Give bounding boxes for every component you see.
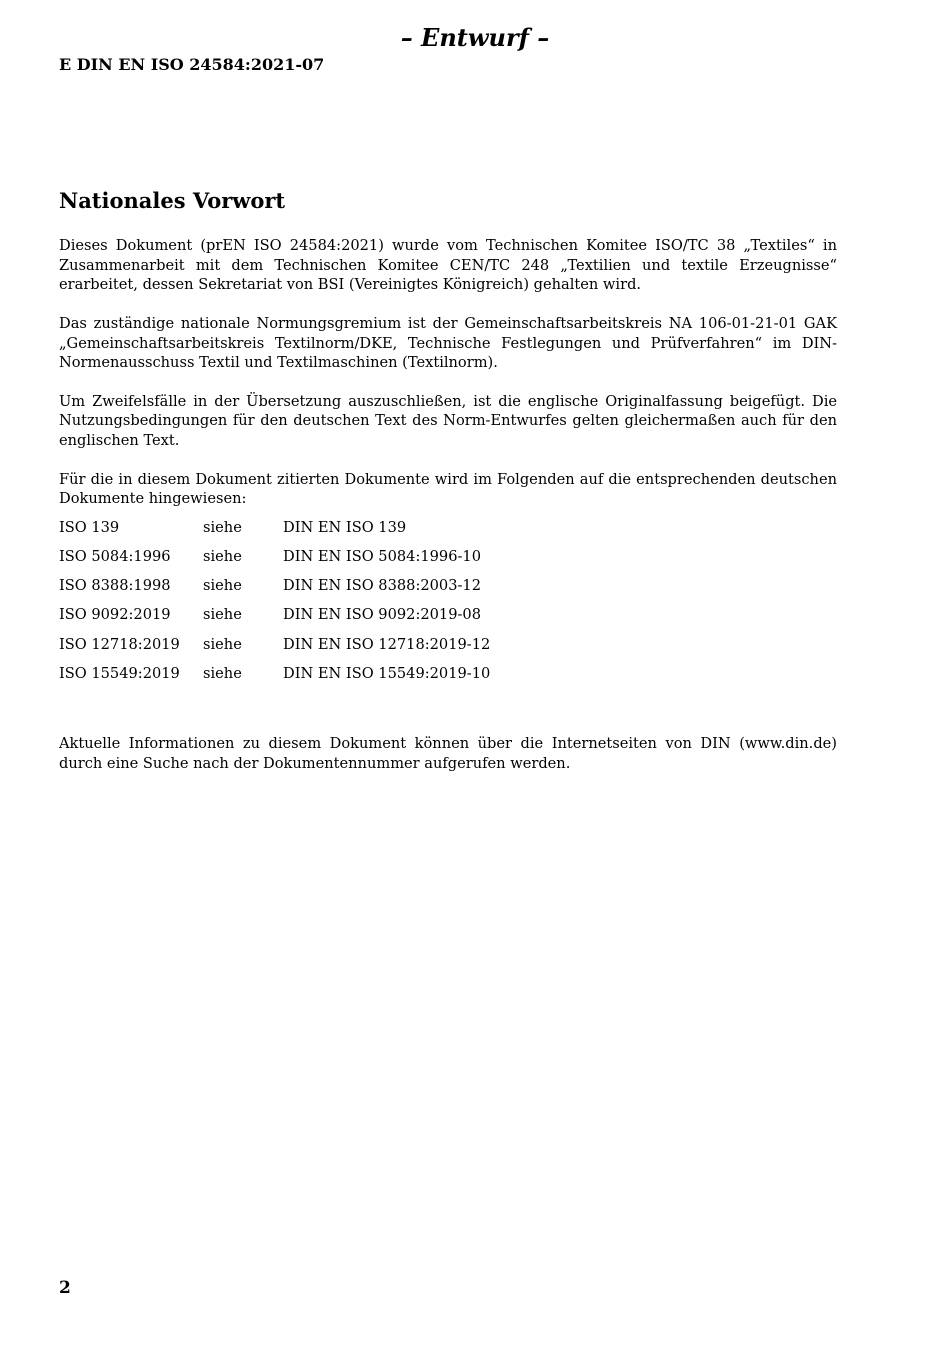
relation-label: siehe [203,548,242,566]
reference-table [59,513,643,688]
relation-label: siehe [203,518,242,536]
table-row [59,542,643,571]
din-reference: DIN EN ISO 139 [283,518,407,536]
iso-reference: ISO 12718:2019 [59,635,180,653]
paragraph-references-intro: Für die in diesem Dokument zitierten Dokumente wird im Folgenden auf die entsprechenden deutschen Dokumente hingewiesen: [59,470,837,508]
iso-reference: ISO 9092:2019 [59,606,171,624]
table-row [59,659,643,688]
din-reference: DIN EN ISO 8388:2003-12 [283,577,481,595]
din-reference: DIN EN ISO 9092:2019-08 [283,606,481,624]
page-number: 2 [59,1278,71,1298]
din-reference: DIN EN ISO 5084:1996-10 [283,548,481,566]
din-reference: DIN EN ISO 15549:2019-10 [283,664,491,682]
section-title: Nationales Vorwort [59,188,286,213]
paragraph-national-body: Das zuständige nationale Normungsgremium ist der Gemeinschaftsarbeitskreis NA 106-01-21-01 GAK „Gemeinschaftsarbeitskreis Textilnorm/DKE, Technische Festlegungen und Prüfverfahren“ im DIN-Normenausschuss Textil und Textilmaschinen (Textilnorm). [59,315,837,372]
relation-label: siehe [203,664,242,682]
din-reference: DIN EN ISO 12718:2019-12 [283,635,491,653]
relation-label: siehe [203,577,242,595]
draft-mark: – Entwurf – [400,23,550,52]
table-row [59,513,643,542]
table-row [59,600,643,629]
relation-label: siehe [203,606,242,624]
iso-reference: ISO 15549:2019 [59,664,180,682]
iso-reference: ISO 8388:1998 [59,577,171,595]
iso-reference: ISO 139 [59,518,120,536]
paragraph-committee: Dieses Dokument (prEN ISO 24584:2021) wurde vom Technischen Komitee ISO/TC 38 „Textiles“ in Zusammenarbeit mit dem Technischen Komitee CEN/TC 248 „Textilien und textile Erzeugnisse“ erarbeitet, dessen Sekretariat von BSI (Vereinigtes Königreich) gehalten wird. [59,237,837,294]
document-number: E DIN EN ISO 24584:2021-07 [59,55,325,74]
table-row [59,630,643,659]
table-row [59,571,643,600]
main-content [59,188,837,792]
paragraph-online-info: Aktuelle Informationen zu diesem Dokument können über die Internetseiten von DIN (www.din.de) durch eine Suche nach der Dokumentennummer aufgerufen werden. [59,734,837,772]
relation-label: siehe [203,635,242,653]
iso-reference: ISO 5084:1996 [59,548,171,566]
paragraph-translation: Um Zweifelsfälle in der Übersetzung auszuschließen, ist die englische Originalfassung beigefügt. Die Nutzungsbedingungen für den deutschen Text des Norm-Entwurfes gelten gleichermaßen auch für den englischen Text. [59,392,837,449]
